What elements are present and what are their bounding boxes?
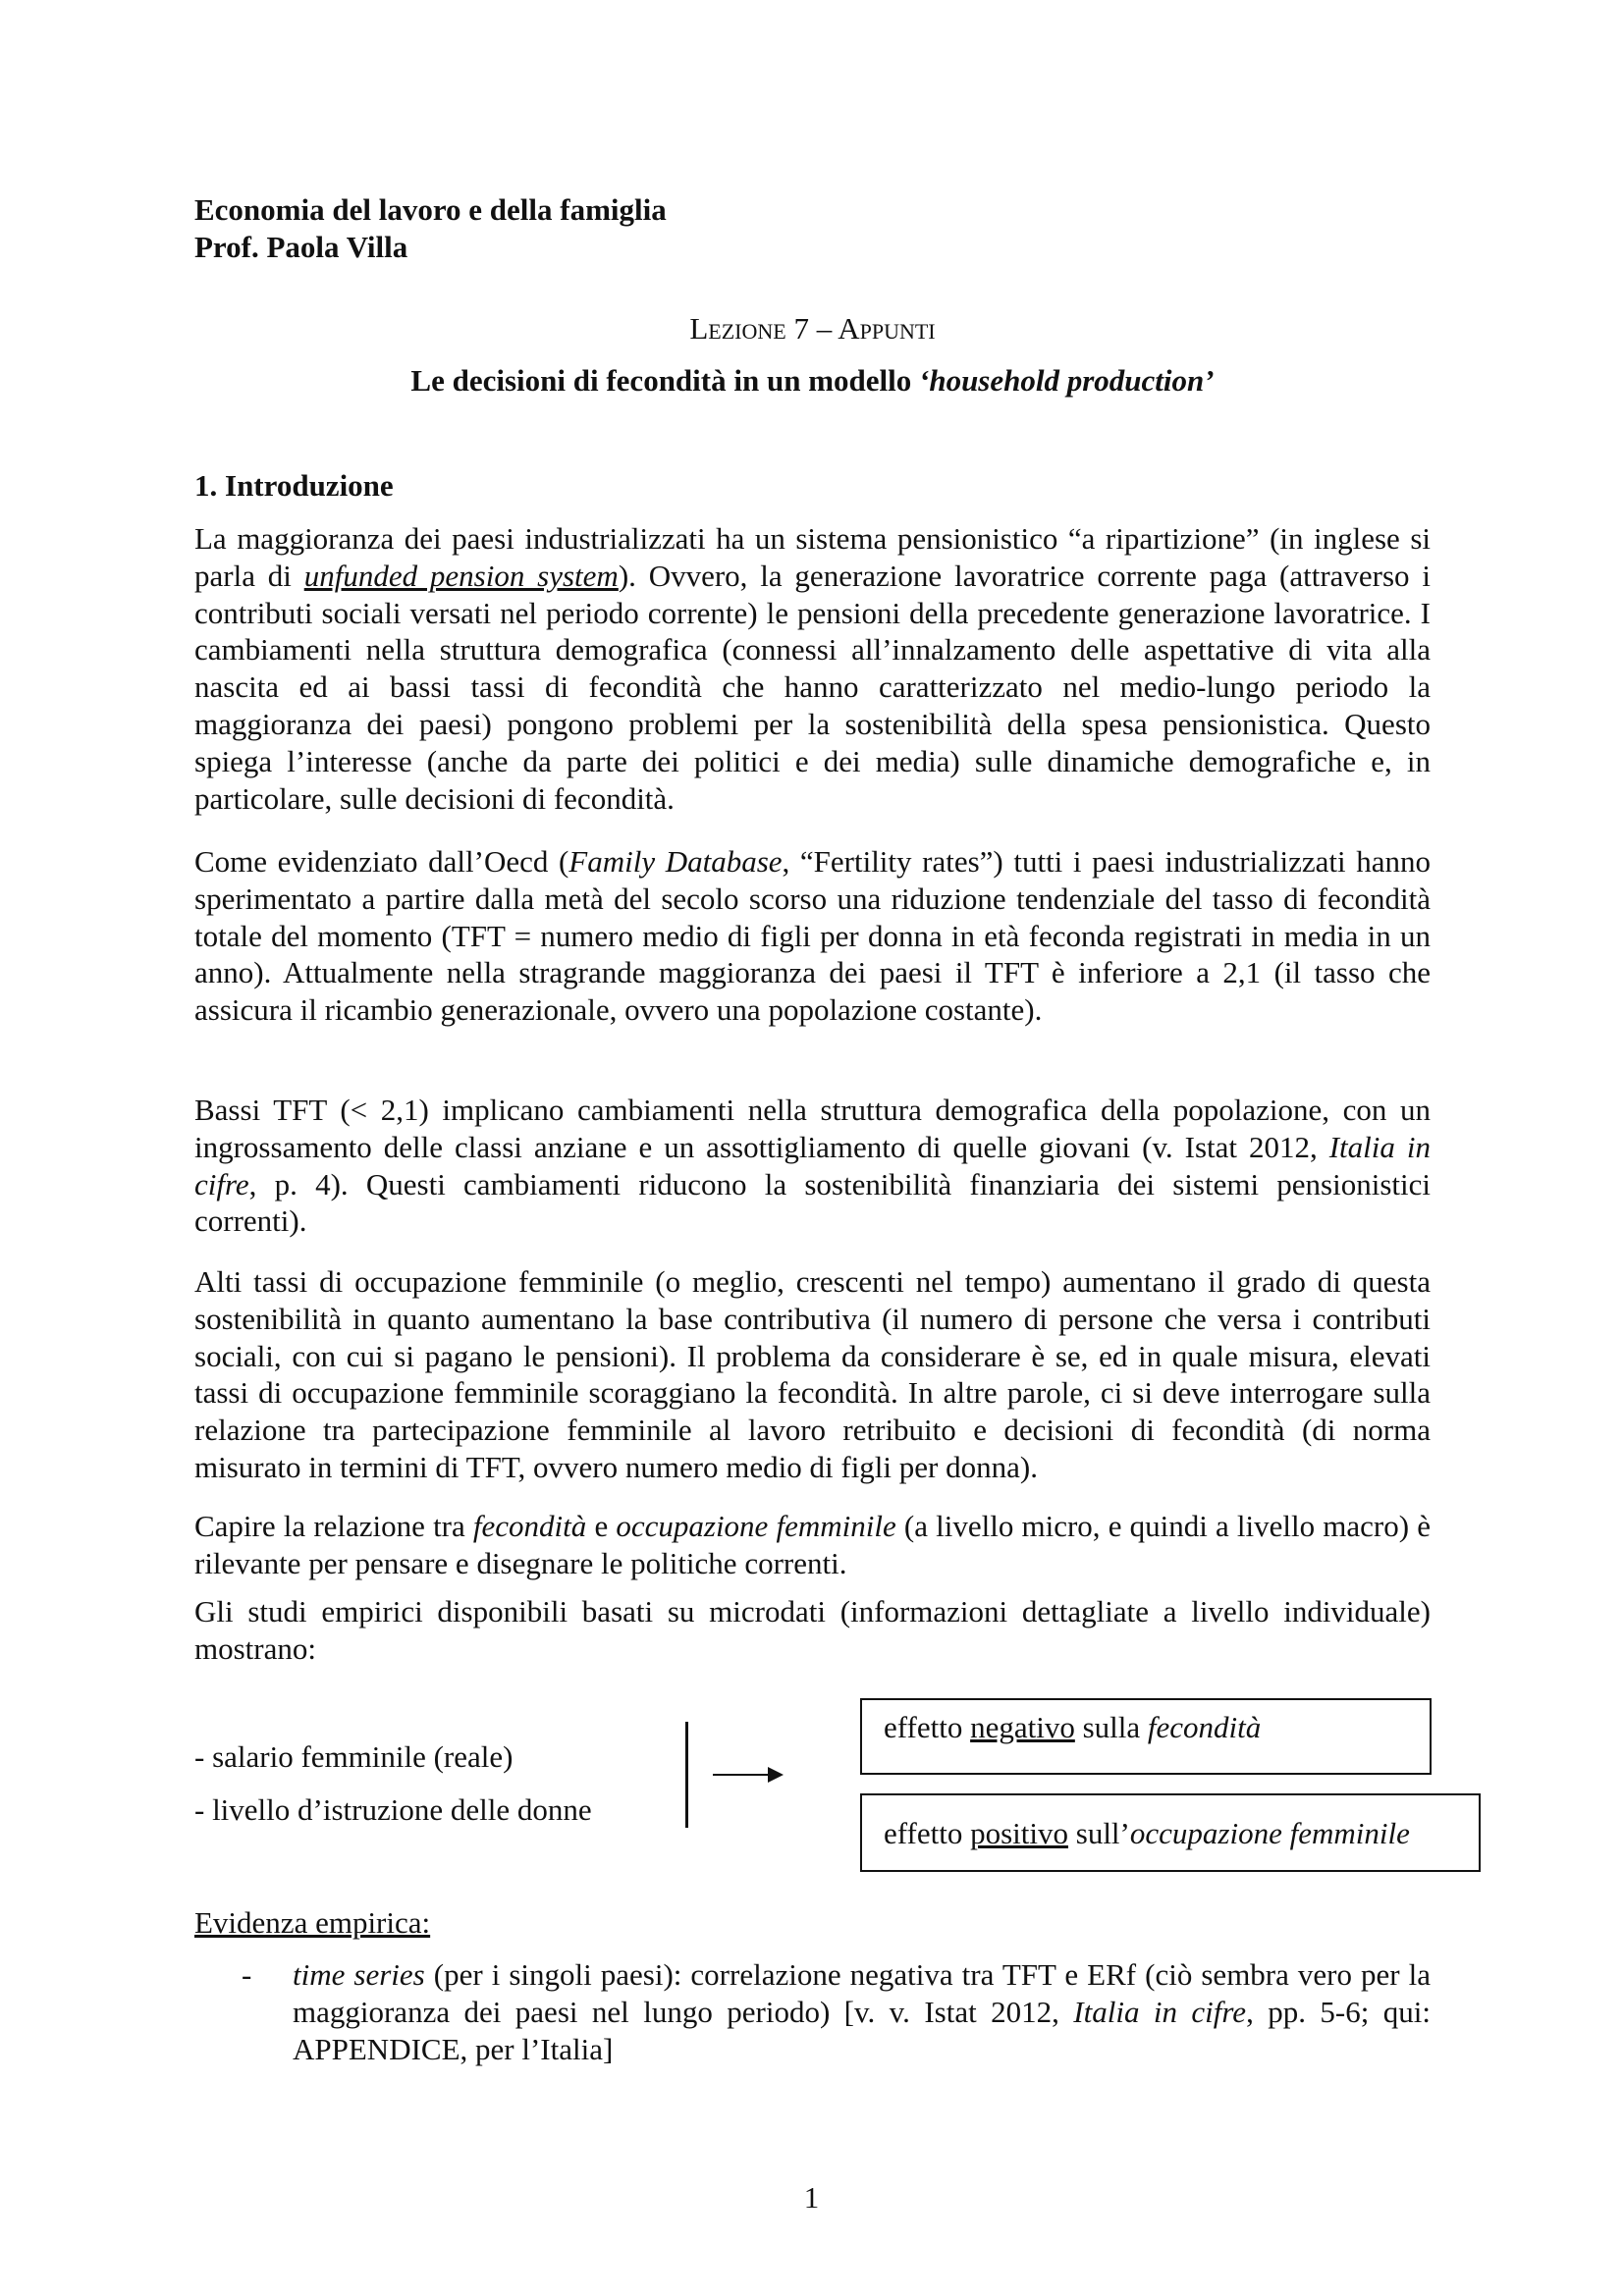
paragraph-3: Bassi TFT (< 2,1) implicano cambiamenti nella struttura demografica della popolazione, con un ingrossamento delle classi anziane e un assottigliamento di quelle giovani (v. Istat 2012, Italia in cifre, p. 4). Questi cambiamenti riducono la sostenibilità finanziaria dei sistemi pensionistici correnti). (194, 1093, 1431, 1239)
evidence-heading: Evidenza empirica: (194, 1905, 431, 1940)
section-heading: 1. Introduzione (194, 468, 394, 503)
paragraph-4: Alti tassi di occupazione femminile (o meglio, crescenti nel tempo) aumentano il grado di questa sostenibilità in quanto aumentano la base contributiva (il numero di persone che versa i contributi sociali, con cui si pagano le pensioni). Il problema da considerare è se, ed in quale misura, elevati tassi di occupazione femminile scoraggiano la fecondità. In altre parole, ci si deve interrogare sulla relazione tra partecipazione femminile al lavoro retribuito e decisioni di fecondità (di norma misurato in termini di TFT, ovvero numero medio di figli per donna). (194, 1264, 1431, 1484)
arrow-right-icon (713, 1774, 770, 1776)
effect-box-positive: effetto positivo sull’occupazione femminile (860, 1793, 1481, 1872)
evidence-item: time series (per i singoli paesi): correlazione negativa tra TFT e ERf (ciò sembra vero per la maggioranza dei paesi nel lungo periodo) [v. v. Istat 2012, Italia in cifre, pp. 5-6; qui: APPENDICE, per l’Italia] (293, 1957, 1432, 2066)
paragraph-5: Capire la relazione tra fecondità e occupazione femminile (a livello micro, e quindi a livello macro) è rilevante per pensare e disegnare le politiche correnti. (194, 1509, 1431, 1580)
course-title: Economia del lavoro e della famiglia (194, 192, 667, 227)
paragraph-2: Come evidenziato dall’Oecd (Family Database, “Fertility rates”) tutti i paesi industrializzati hanno sperimentato a partire dalla metà del secolo scorso una riduzione tendenziale del tasso di fecondità totale del momento (TFT = numero medio di figli per donna in età feconda registrati in media in un anno). Attualmente nella stragrande maggioranza dei paesi il TFT è inferiore a 2,1 (il tasso che assicura il ricambio generazionale, ovvero una popolazione costante). (194, 844, 1431, 1028)
lesson-label: Lezione 7 – Appunti (689, 311, 936, 346)
bullet-dash: - (242, 1957, 252, 1992)
paragraph-1: La maggioranza dei paesi industrializzati ha un sistema pensionistico “a ripartizione” (in inglese si parla di unfunded pension system). Ovvero, la generazione lavoratrice corrente paga (attraverso i contributi sociali versati nel periodo corrente) le pensioni della precedente generazione lavoratrice. I cambiamenti nella struttura demografica (connessi all’innalzamento delle aspettative di vita alla nascita ed ai bassi tassi di fecondità che hanno caratterizzato nel medio-lungo periodo la maggioranza dei paesi) pongono problemi per la sostenibilità della spesa pensionistica. Questo spiega l’interesse (anche da parte dei politici e dei media) sulle dinamiche demografiche e, in particolare, sulle decisioni di fecondità. (194, 521, 1431, 816)
effect-box-negative: effetto negativo sulla fecondità (860, 1698, 1432, 1775)
lesson-title: Le decisioni di fecondità in un modello ‘household production’ (410, 363, 1215, 398)
page-number: 1 (803, 2180, 820, 2215)
arrow-head-icon (768, 1767, 784, 1783)
factor-wage: - salario femminile (reale) (194, 1739, 514, 1774)
professor-name: Prof. Paola Villa (194, 230, 408, 264)
bracket-bar (685, 1722, 688, 1828)
factor-education: - livello d’istruzione delle donne (194, 1792, 592, 1827)
paragraph-6: Gli studi empirici disponibili basati su microdati (informazioni dettagliate a livello individuale) mostrano: (194, 1594, 1431, 1666)
